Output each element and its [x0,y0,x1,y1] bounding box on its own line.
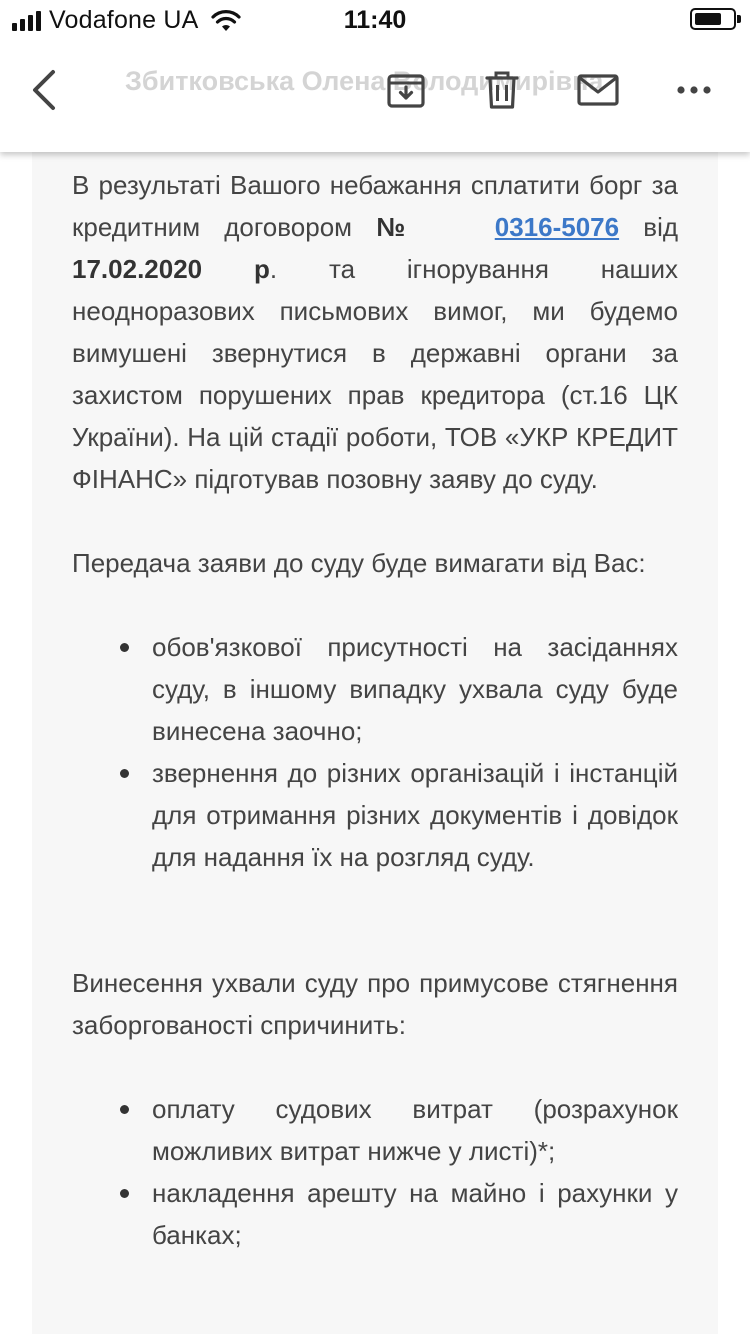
sender-name: Збитковська Олена Володимирівна [125,66,604,96]
more-options-button[interactable] [668,64,720,116]
paragraph-text: . та ігнорування наших неодноразових письмових вимог, ми будемо вимушені звернутися в державні органи за захистом порушених прав кредитора (ст.16 ЦК України). На цій стадії роботи, ТОВ «УКР КРЕДИТ ФІНАНС» підготував позовну заяву до суду. [72,254,678,494]
email-toolbar [0,40,750,152]
paragraph-court-requirements: Передача заяви до суду буде вимагати від Вас: [72,548,646,578]
archive-icon [386,70,426,110]
more-icon [676,85,712,95]
trash-icon [485,70,519,110]
status-time: 11:40 [343,6,407,34]
paragraph-intro [72,164,678,500]
list-item: накладення арешту на майно і рахунки у банках; [152,1172,678,1256]
list-item: оплату судових витрат (розрахунок можливих витрат нижче у листі)*; [152,1088,678,1172]
delete-button[interactable] [476,64,528,116]
battery-icon [690,8,736,30]
back-arrow-icon [29,68,59,112]
status-bar [0,0,750,40]
paragraph-consequences: Винесення ухвали суду про примусове стягнення заборгованості спричинить: [72,968,678,1040]
consequences-list [72,1088,678,1256]
archive-button[interactable] [380,64,432,116]
mail-icon [577,74,619,106]
list-item: звернення до різних організацій і інстанцій для отримання різних документів і довідок для надання їх на розгляд суду. [152,752,678,878]
message-body [72,164,678,1256]
mark-unread-button[interactable] [572,64,624,116]
back-button[interactable] [18,64,70,116]
contract-date: 17.02.2020 р [72,254,270,284]
court-requirements-list [72,626,678,878]
paragraph-text: від [619,212,679,242]
list-item: обов'язкової присутності на засіданнях суду, в іншому випадку ухвала суду буде винесена заочно; [152,626,678,752]
number-sign: № [376,212,423,242]
carrier-name: Vodafone UA [49,6,199,34]
paragraph-text: В результаті Вашого небажання сплатити борг за кредитним договором [72,170,678,242]
contract-number-link[interactable]: 0316-5076 [494,212,620,242]
